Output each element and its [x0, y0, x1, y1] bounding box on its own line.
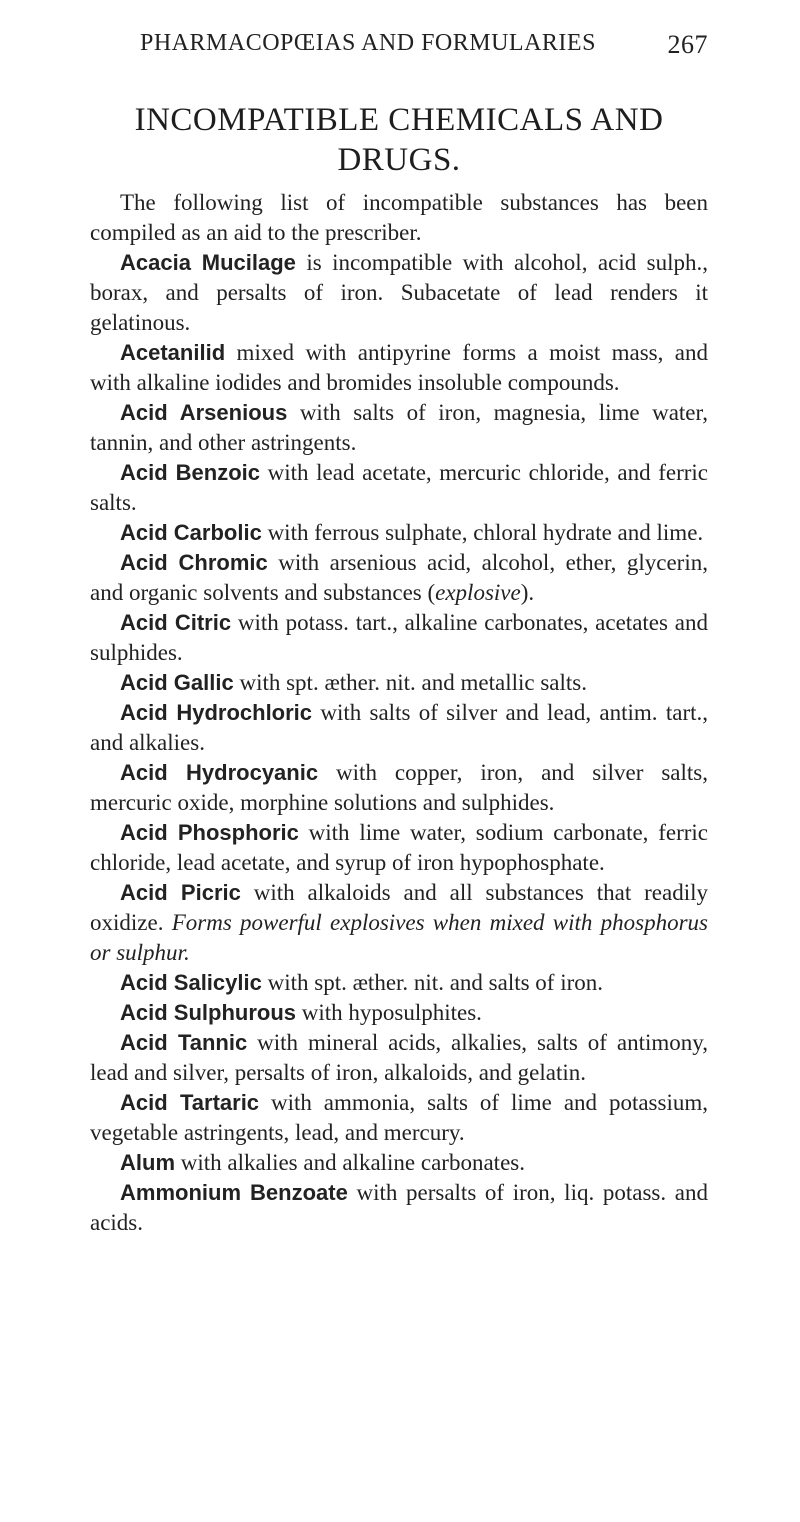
entry-paragraph: [90, 608, 708, 668]
entry-text: with salts of silver and lead, antim. tart., and alkalies.: [90, 700, 708, 755]
entry-term: Acid Arsenious: [120, 400, 288, 425]
entry-list: [90, 248, 708, 1238]
entry-term: Ammonium Benzoate: [120, 1180, 348, 1205]
entry-term: Acid Salicylic: [120, 970, 262, 995]
entry-term: Acid Tannic: [120, 1030, 248, 1055]
entry-paragraph: [90, 1178, 708, 1238]
entry-paragraph: [90, 668, 708, 698]
entry-text: with potass. tart., alkaline carbonates, acetates and sulphides.: [90, 610, 708, 665]
entry-term: Acid Carbolic: [120, 520, 262, 545]
entry-paragraph: [90, 338, 708, 398]
entry-paragraph: [90, 878, 708, 968]
entry-paragraph: [90, 518, 708, 548]
entry-paragraph: [90, 248, 708, 338]
entry-italic: Forms powerful explosives when mixed with phosphorus or sulphur.: [90, 910, 708, 965]
heading-line-1: INCOMPATIBLE CHEMICALS AND: [134, 102, 664, 138]
body-text: [90, 188, 708, 1238]
entry-text: with ferrous sulphate, chloral hydrate and lime.: [261, 520, 704, 545]
entry-term: Acid Benzoic: [120, 460, 261, 485]
section-heading: [90, 100, 708, 180]
entry-text: with ammonia, salts of lime and potassium, vegetable astringents, lead, and mercury.: [90, 1090, 708, 1145]
entry-text: with hyposulphites.: [296, 1000, 482, 1025]
entry-term: Acid Phosphoric: [120, 820, 299, 845]
entry-paragraph: [90, 758, 708, 818]
entry-term: Acid Picric: [120, 880, 241, 905]
entry-text: with lead acetate, mercuric chloride, and ferric salts.: [90, 460, 708, 515]
running-head: [140, 30, 708, 57]
entry-term: Acid Hydrochloric: [120, 700, 313, 725]
entry-paragraph: [90, 698, 708, 758]
entry-paragraph: [90, 1148, 708, 1178]
entry-paragraph: [90, 458, 708, 518]
entry-text: with alkalies and alkaline carbonates.: [175, 1150, 525, 1175]
entry-term: Alum: [120, 1150, 175, 1175]
entry-text: with salts of iron, magnesia, lime water, tannin, and other astringents.: [90, 400, 708, 455]
entry-text: with arsenious acid, alcohol, ether, glycerin, and organic solvents and substances (: [90, 550, 708, 605]
entry-term: Acid Citric: [120, 610, 232, 635]
entry-text: is incompatible with alcohol, acid sulph., borax, and persalts of iron. Subacetate of lead renders it gelatinous.: [90, 250, 708, 335]
running-head-title: PHARMACOPŒIAS AND FORMULARIES: [140, 30, 596, 56]
entry-term: Acid Gallic: [120, 670, 234, 695]
entry-text: with spt. æther. nit. and metallic salts.: [233, 670, 587, 695]
entry-term: Acid Chromic: [120, 550, 268, 575]
entry-paragraph: [90, 548, 708, 608]
entry-term: Acid Tartaric: [120, 1090, 260, 1115]
entry-term: Acacia Mucilage: [120, 250, 296, 275]
entry-term: Acid Hydrocyanic: [120, 760, 319, 785]
entry-term: Acid Sulphurous: [120, 1000, 296, 1025]
entry-text: with alkaloids and all substances that readily oxidize.: [90, 880, 709, 935]
entry-text: with spt. æther. nit. and salts of iron.: [261, 970, 604, 995]
entry-paragraph: [90, 1028, 708, 1088]
entry-term: Acetanilid: [120, 340, 226, 365]
entry-paragraph: [90, 998, 708, 1028]
entry-text: with copper, iron, and silver salts, mercuric oxide, morphine solutions and sulphides.: [90, 760, 708, 815]
entry-text: mixed with antipyrine forms a moist mass, and with alkaline iodides and bromides insoluble compounds.: [90, 340, 708, 395]
entry-paragraph: [90, 398, 708, 458]
page-number: 267: [667, 30, 708, 59]
heading-line-2: DRUGS.: [337, 142, 461, 178]
intro-paragraph: The following list of incompatible substances has been compiled as an aid to the prescriber.: [90, 190, 708, 245]
entry-paragraph: [90, 818, 708, 878]
entry-italic: explosive: [435, 580, 521, 605]
entry-paragraph: [90, 968, 708, 998]
entry-text-after: ).: [520, 580, 535, 605]
entry-text: with persalts of iron, liq. potass. and acids.: [90, 1180, 708, 1235]
entry-text: with mineral acids, alkalies, salts of antimony, lead and silver, persalts of iron, alkaloids, and gelatin.: [90, 1030, 708, 1085]
entry-paragraph: [90, 1088, 708, 1148]
entry-text: with lime water, sodium carbonate, ferric chloride, lead acetate, and syrup of iron hypophosphate.: [90, 820, 709, 875]
